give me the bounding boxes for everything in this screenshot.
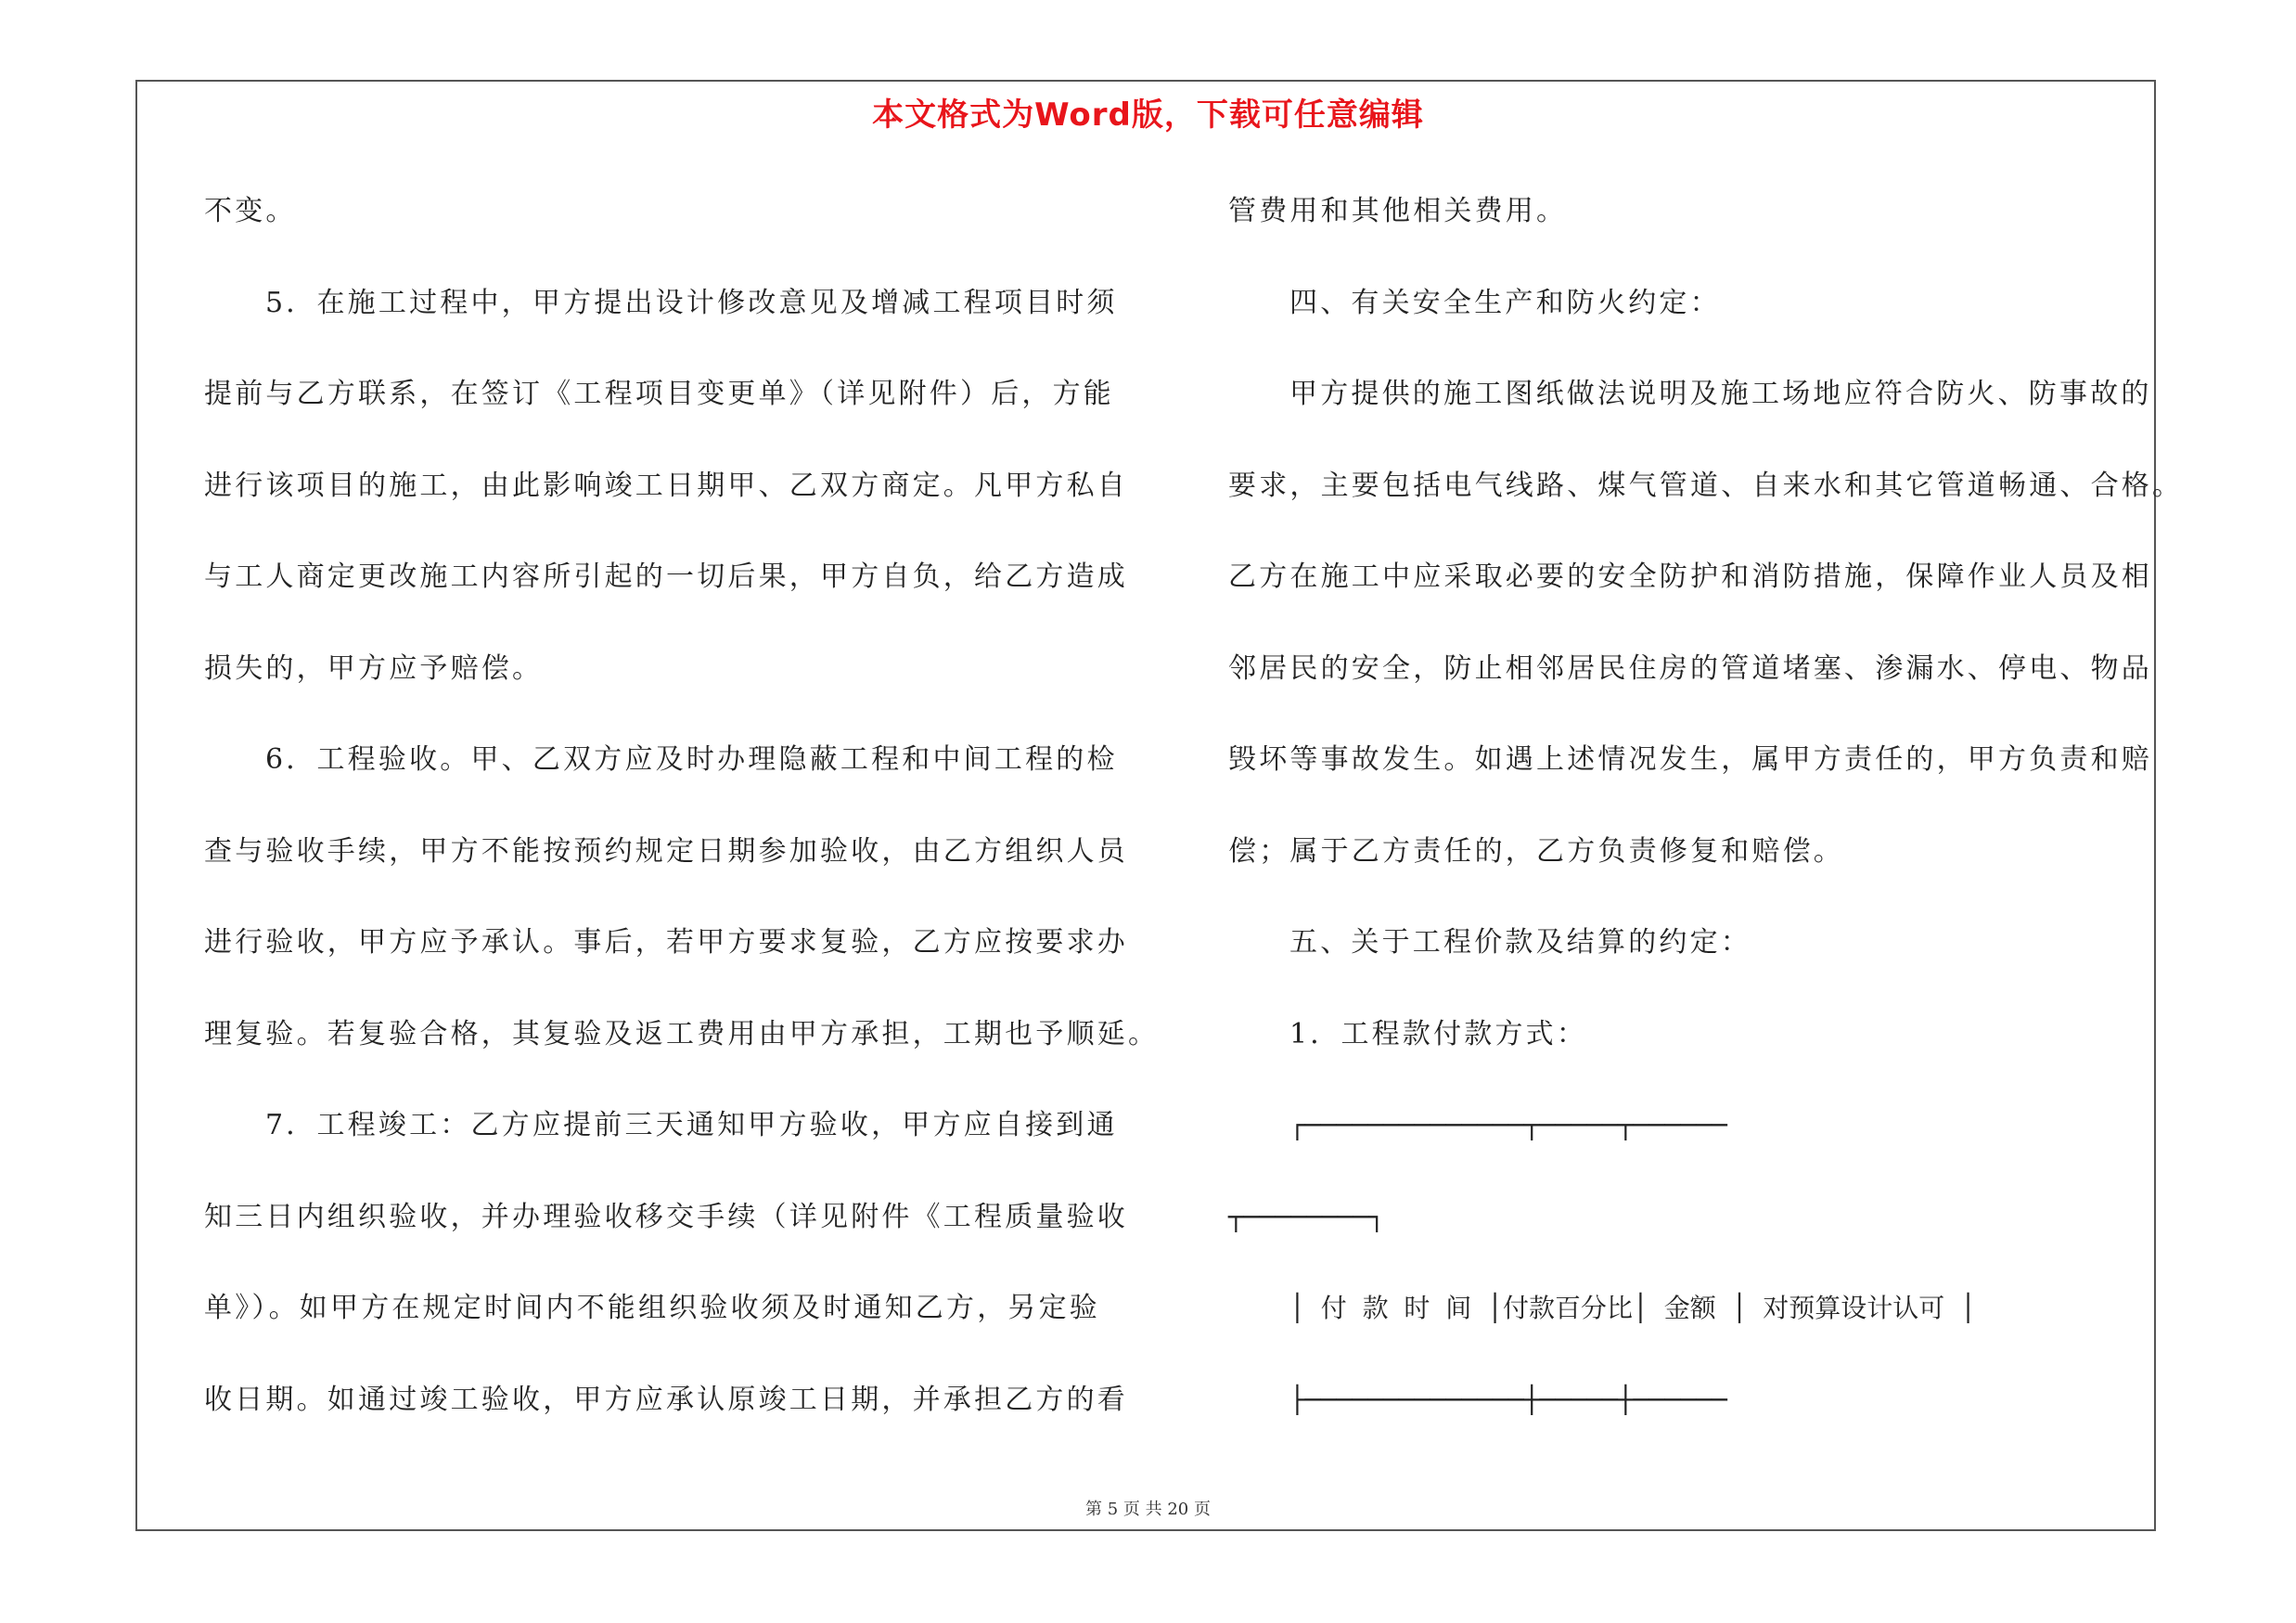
left-line-13: 单》）。如甲方在规定时间内不能组织验收须及时通知乙方，另定验	[204, 1292, 1100, 1324]
left-line-10: 理复验。若复验合格，其复验及返工费用由甲方承担，工期也予顺延。	[204, 1017, 1160, 1050]
left-line-6: 损失的，甲方应予赔偿。	[204, 651, 544, 685]
table-row-separator: ├──────────────┼─────┼──────	[1289, 1384, 1728, 1415]
left-line-8: 查与验收手续，甲方不能按预约规定日期参加验收，由乙方组织人员	[204, 834, 1128, 868]
payment-method-heading: 1．工程款付款方式：	[1289, 1017, 1588, 1050]
left-column	[204, 184, 1160, 1463]
banner-text: 本文格式为Word版，下载可任意编辑	[872, 97, 1424, 134]
right-line-7: 毁坏等事故发生。如遇上述情况发生，属甲方责任的，甲方负责和赔	[1228, 743, 2152, 776]
right-line-6: 邻居民的安全，防止相邻居民住房的管道堵塞、渗漏水、停电、物品	[1228, 651, 2152, 685]
table-top-border: ┌──────────────┬─────┬──────	[1289, 1110, 1728, 1140]
page-footer	[0, 1496, 2296, 1520]
left-line-12: 知三日内组织验收，并办理验收移交手续（详见附件《工程质量验收	[204, 1200, 1128, 1233]
right-line-1: 管费用和其他相关费用。	[1228, 195, 1568, 227]
page-number: 第 5 页 共 20 页	[1085, 1500, 1211, 1519]
right-line-3: 甲方提供的施工图纸做法说明及施工场地应符合防火、防事故的	[1289, 378, 2152, 410]
right-line-8: 偿；属于乙方责任的，乙方负责修复和赔偿。	[1228, 834, 1844, 868]
left-line-4: 进行该项目的施工，由此影响竣工日期甲、乙双方商定。凡甲方私自	[204, 469, 1128, 502]
left-line-11: 7．工程竣工：乙方应提前三天通知甲方验收，甲方应自接到通	[265, 1109, 1118, 1141]
section-heading-safety: 四、有关安全生产和防火约定：	[1289, 286, 1721, 319]
document-banner	[0, 89, 2296, 135]
payment-table-header: │ 付 款 时 间 │付款百分比│ 金额 │ 对预算设计认可 │	[1289, 1293, 1977, 1323]
left-line-9: 进行验收，甲方应予承认。事后，若甲方要求复验，乙方应按要求办	[204, 926, 1128, 959]
left-line-7: 6．工程验收。甲、乙双方应及时办理隐蔽工程和中间工程的检	[265, 743, 1118, 776]
left-line-2: 5．在施工过程中，甲方提出设计修改意见及增减工程项目时须	[265, 286, 1118, 319]
right-line-5: 乙方在施工中应采取必要的安全防护和消防措施，保障作业人员及相	[1228, 560, 2152, 593]
left-line-14: 收日期。如通过竣工验收，甲方应承认原竣工日期，并承担乙方的看	[204, 1383, 1128, 1416]
section-heading-payment: 五、关于工程价款及结算的约定：	[1289, 926, 1751, 959]
table-top-border-cont: ┬────────┐	[1228, 1201, 1385, 1232]
right-column	[1228, 184, 2184, 1463]
left-line-1: 不变。	[204, 195, 297, 227]
right-line-4: 要求，主要包括电气线路、煤气管道、自来水和其它管道畅通、合格。	[1228, 469, 2184, 502]
left-line-5: 与工人商定更改施工内容所引起的一切后果，甲方自负，给乙方造成	[204, 560, 1128, 593]
left-line-3: 提前与乙方联系，在签订《工程项目变更单》（详见附件）后，方能	[204, 378, 1114, 410]
